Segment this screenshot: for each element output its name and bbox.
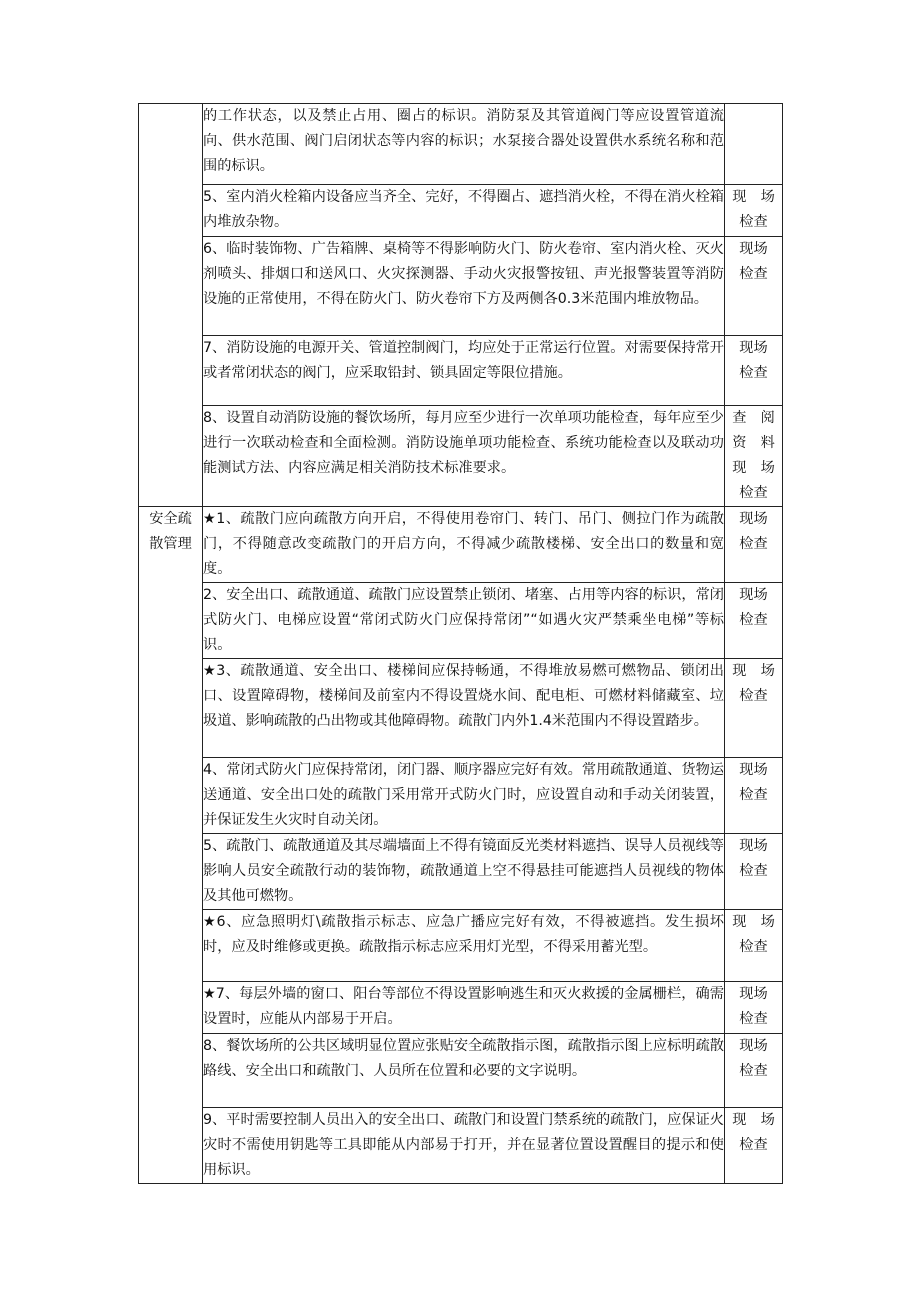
item-text: 5、疏散门、疏散通道及其尽端墙面上不得有镜面反光类材料遮挡、误导人员视线等影响人员安全疏散行动的装饰物，疏散通道上空不得悬挂可能遮挡人员视线的物体及其他可燃物。 xyxy=(203,834,725,910)
item-text: ★6、应急照明灯\疏散指示标志、应急广播应完好有效，不得被遮挡。发生损坏时，应及时维修或更换。疏散指示标志应采用灯光型，不得采用蓄光型。 xyxy=(203,910,725,982)
category-cell-empty xyxy=(139,104,203,507)
table-row xyxy=(139,910,783,982)
check-method xyxy=(725,104,783,185)
check-method: 现场 检查 xyxy=(725,237,783,336)
check-method: 现场 检查 xyxy=(725,834,783,910)
item-text: 7、消防设施的电源开关、管道控制阀门，均应处于正常运行位置。对需要保持常开或者常闭状态的阀门，应采取铅封、锁具固定等限位措施。 xyxy=(203,336,725,406)
table-row xyxy=(139,659,783,758)
item-text: 4、常闭式防火门应保持常闭，闭门器、顺序器应完好有效。常用疏散通道、货物运送通道、安全出口处的疏散门采用常开式防火门时，应设置自动和手动关闭装置，并保证发生火灾时自动关闭。 xyxy=(203,758,725,834)
item-text: ★7、每层外墙的窗口、阳台等部位不得设置影响逃生和灭火救援的金属栅栏，确需设置时，应能从内部易于开启。 xyxy=(203,982,725,1034)
table-row xyxy=(139,834,783,910)
check-method: 现 场 检查 xyxy=(725,659,783,758)
check-method: 现场 检查 xyxy=(725,583,783,659)
item-text: ★3、疏散通道、安全出口、楼梯间应保持畅通，不得堆放易燃可燃物品、锁闭出口、设置障碍物，楼梯间及前室内不得设置烧水间、配电柜、可燃材料储藏室、垃圾道、影响疏散的凸出物或其他障碍物。疏散门内外1.4米范围内不得设置踏步。 xyxy=(203,659,725,758)
table-row xyxy=(139,758,783,834)
check-method: 现 场 检查 xyxy=(725,185,783,237)
check-method: 现场 检查 xyxy=(725,507,783,583)
check-method: 现 场 检查 xyxy=(725,910,783,982)
table-row xyxy=(139,185,783,237)
item-text: 6、临时装饰物、广告箱牌、桌椅等不得影响防火门、防火卷帘、室内消火栓、灭火剂喷头、排烟口和送风口、火灾探测器、手动火灾报警按钮、声光报警装置等消防设施的正常使用，不得在防火门、防火卷帘下方及两侧各0.3米范围内堆放物品。 xyxy=(203,237,725,336)
table-row xyxy=(139,237,783,336)
category-cell-evacuation: 安全疏 散管理 xyxy=(139,507,203,1184)
fire-safety-checklist-table xyxy=(138,103,783,1184)
item-text: 8、餐饮场所的公共区域明显位置应张贴安全疏散指示图，疏散指示图上应标明疏散路线、安全出口和疏散门、人员所在位置和必要的文字说明。 xyxy=(203,1034,725,1108)
table-row xyxy=(139,336,783,406)
check-method: 现场 检查 xyxy=(725,758,783,834)
check-method: 现场 检查 xyxy=(725,1034,783,1108)
item-text: ★1、疏散门应向疏散方向开启，不得使用卷帘门、转门、吊门、侧拉门作为疏散门，不得随意改变疏散门的开启方向，不得减少疏散楼梯、安全出口的数量和宽度。 xyxy=(203,507,725,583)
table-row xyxy=(139,982,783,1034)
item-text: 8、设置自动消防设施的餐饮场所，每月应至少进行一次单项功能检查，每年应至少进行一次联动检查和全面检测。消防设施单项功能检查、系统功能检查以及联动功能测试方法、内容应满足相关消防技术标准要求。 xyxy=(203,406,725,507)
check-method: 现场 检查 xyxy=(725,336,783,406)
item-text: 5、室内消火栓箱内设备应当齐全、完好，不得圈占、遮挡消火栓，不得在消火栓箱内堆放杂物。 xyxy=(203,185,725,237)
table-row xyxy=(139,1034,783,1108)
table-row xyxy=(139,583,783,659)
table-row xyxy=(139,406,783,507)
item-text: 的工作状态，以及禁止占用、圈占的标识。消防泵及其管道阀门等应设置管道流向、供水范围、阀门启闭状态等内容的标识；水泵接合器处设置供水系统名称和范围的标识。 xyxy=(203,104,725,185)
table-row xyxy=(139,104,783,185)
check-method: 查 阅 资 料 现 场 检查 xyxy=(725,406,783,507)
item-text: 2、安全出口、疏散通道、疏散门应设置禁止锁闭、堵塞、占用等内容的标识，常闭式防火门、电梯应设置“常闭式防火门应保持常闭”“如遇火灾严禁乘坐电梯”等标识。 xyxy=(203,583,725,659)
table-row xyxy=(139,507,783,583)
item-text: 9、平时需要控制人员出入的安全出口、疏散门和设置门禁系统的疏散门，应保证火灾时不需使用钥匙等工具即能从内部易于打开，并在显著位置设置醒目的提示和使用标识。 xyxy=(203,1108,725,1184)
check-method: 现 场 检查 xyxy=(725,1108,783,1184)
check-method: 现场 检查 xyxy=(725,982,783,1034)
table-row xyxy=(139,1108,783,1184)
